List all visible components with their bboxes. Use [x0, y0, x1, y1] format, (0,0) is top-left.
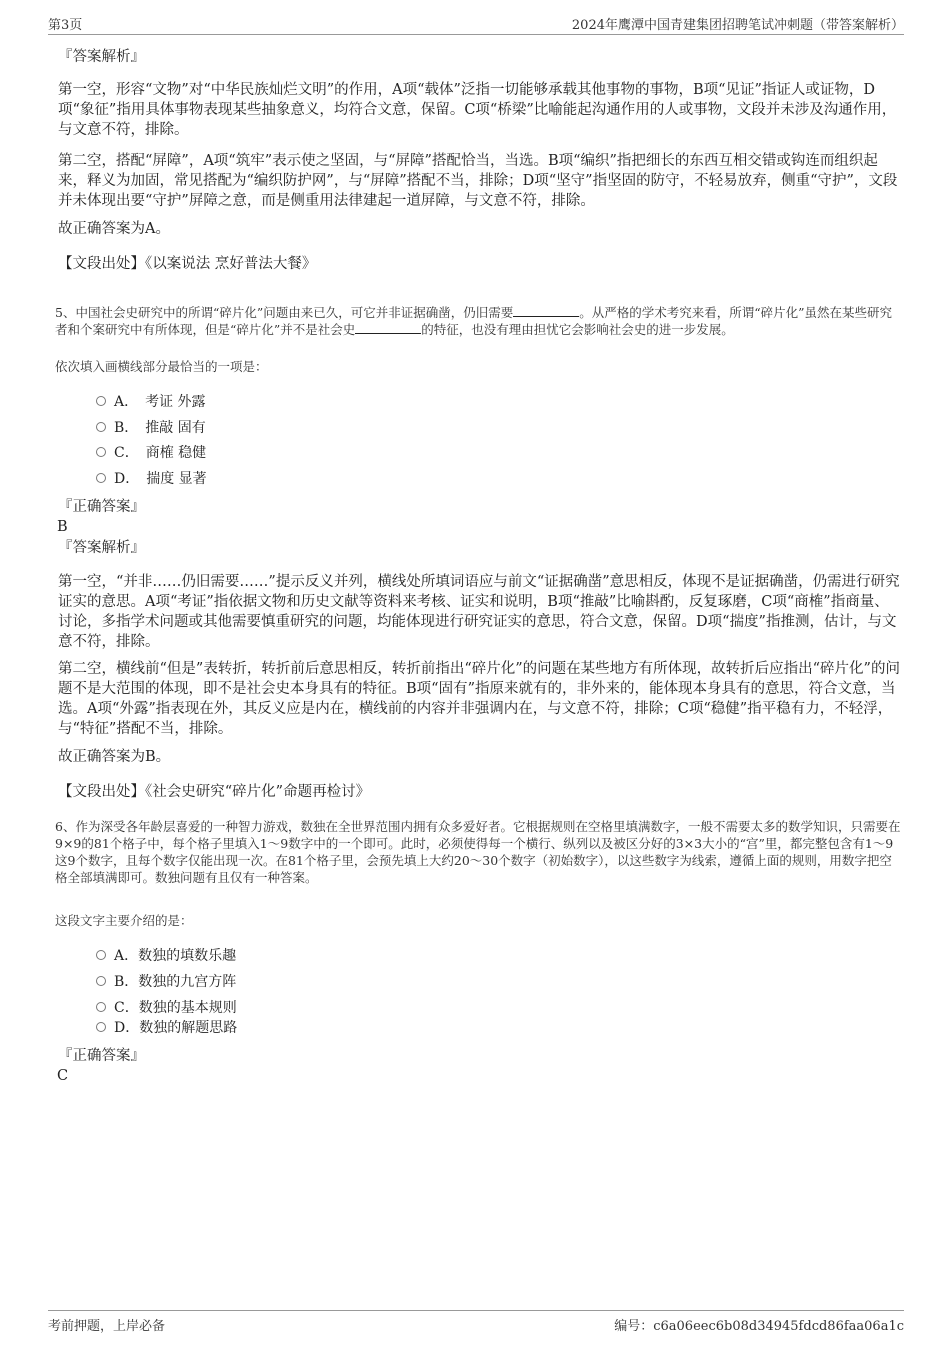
option-b[interactable]: B．数独的九宫方阵	[96, 972, 236, 992]
option-c[interactable]: C．数独的基本规则	[96, 998, 237, 1018]
analysis-label: 『答案解析』	[58, 49, 145, 65]
option-b[interactable]: B． 推敲 固有	[96, 418, 206, 438]
blank-line	[513, 305, 579, 317]
option-a[interactable]: A．数独的填数乐趣	[96, 946, 236, 966]
question-prompt: 这段文字主要介绍的是：	[55, 913, 193, 928]
option-a[interactable]: A． 考证 外露	[96, 392, 206, 412]
document-code: 编号：c6a06eec6b08d34945fdcd86faa06a1c	[614, 1319, 904, 1334]
question-stem: 5、中国社会史研究中的所谓“碎片化”问题由来已久，可它并非证据确凿，仍旧需要 。从严格的学术考究来看，所谓“碎片化”虽然在某些研究者和个案研究中有所体现，但是“碎片化”并不是社会史 的特征，也没有理由担忧它会影响社会史的进一步发展。	[55, 305, 893, 337]
correct-answer: B	[57, 519, 68, 535]
blank-line	[355, 322, 421, 334]
conclusion: 故正确答案为B。	[58, 749, 171, 765]
option-d[interactable]: D．数独的解题思路	[96, 1018, 237, 1038]
analysis-paragraph: 第一空，形容“文物”对“中华民族灿烂文明”的作用，A项“载体”泛指一切能够承载其他事物的事物，B项“见证”指证人或证物，D项“象征”指用具体事物表现某些抽象意义，均符合文意，保留。C项“桥梁”比喻能起沟通作用的人或事物，文段并未涉及沟通作用，与文意不符，排除。	[58, 82, 897, 138]
source: 【文段出处】《以案说法 烹好普法大餐》	[58, 256, 317, 272]
radio-button[interactable]	[96, 447, 106, 457]
correct-answer: C	[57, 1068, 69, 1084]
radio-button[interactable]	[96, 1002, 106, 1012]
source: 【文段出处】《社会史研究“碎片化”命题再检讨》	[58, 784, 371, 800]
radio-button[interactable]	[96, 950, 106, 960]
analysis-paragraph: 第二空，横线前“但是”表转折，转折前后意思相反，转折前指出“碎片化”的问题在某些地方有所体现，故转折后应指出“碎片化”的问题不是大范围的体现，即不是社会史本身具有的特征。B项“固有”指原来就有的，非外来的，能体现本身具有的意思，符合文意，当选。A项“外露”指表现在外，其反义应是内在，横线前的内容并非强调内在，与文意不符，排除；C项“稳健”指平稳有力，不轻浮，与“特征”搭配不当，排除。	[58, 661, 900, 737]
document-title: 2024年鹰潭中国青建集团招聘笔试冲刺题（带答案解析）	[571, 18, 904, 33]
radio-button[interactable]	[96, 422, 106, 432]
analysis-label: 『答案解析』	[58, 540, 145, 556]
option-d[interactable]: D． 揣度 显著	[96, 469, 207, 489]
analysis-paragraph: 第二空，搭配“屏障”，A项“筑牢”表示使之坚固，与“屏障”搭配恰当，当选。B项“编织”指把细长的东西互相交错或钩连而组织起来，释义为加固，常见搭配为“编织防护网”，与“屏障”搭配不当，排除；D项“坚守”指坚固的防守，不轻易放弃，侧重“守护”，文段并未体现出要“守护”屏障之意，而是侧重用法律建起一道屏障，与文意不符，排除。	[58, 153, 898, 209]
question-prompt: 依次填入画横线部分最恰当的一项是：	[55, 359, 268, 374]
radio-button[interactable]	[96, 1022, 106, 1032]
radio-button[interactable]	[96, 976, 106, 986]
footer-slogan: 考前押题，上岸必备	[48, 1319, 166, 1334]
answer-label: 『正确答案』	[58, 1048, 145, 1064]
page-header	[48, 14, 904, 35]
analysis-paragraph: 第一空，“并非……仍旧需要……”提示反义并列，横线处所填词语应与前文“证据确凿”意思相反，体现不是证据确凿，仍需进行研究证实的意思。A项“考证”指依据文物和历史文献等资料来考核、证实和说明，B项“推敲”比喻斟酌，反复琢磨，C项“商榷”指商量、讨论，多指学术问题或其他需要慎重研究的问题，均能体现进行研究证实的意思，符合文意，保留。D项“揣度”指推测，估计，与文意不符，排除。	[58, 574, 900, 650]
page-number: 第3页	[48, 18, 83, 33]
radio-button[interactable]	[96, 473, 106, 483]
answer-label: 『正确答案』	[58, 499, 145, 515]
page-footer	[48, 1310, 904, 1333]
radio-button[interactable]	[96, 396, 106, 406]
conclusion: 故正确答案为A。	[58, 221, 170, 237]
option-c[interactable]: C． 商榷 稳健	[96, 443, 206, 463]
question-stem: 6、作为深受各年龄层喜爱的一种智力游戏，数独在全世界范围内拥有众多爱好者。它根据规则在空格里填满数字，一般不需要太多的数学知识，只需要在9×9的81个格子中，每个格子里填入1～9数字中的一个即可。此时，必须使得每一个横行、纵列以及被区分好的3×3大小的“宫”里，都完整包含有1～9这9个数字，且每个数字仅能出现一次。在81个格子里，会预先填上大约20～30个数字（初始数字），以这些数字为线索，遵循上面的规则，用数字把空格全部填满即可。数独问题有且仅有一种答案。	[55, 819, 901, 885]
